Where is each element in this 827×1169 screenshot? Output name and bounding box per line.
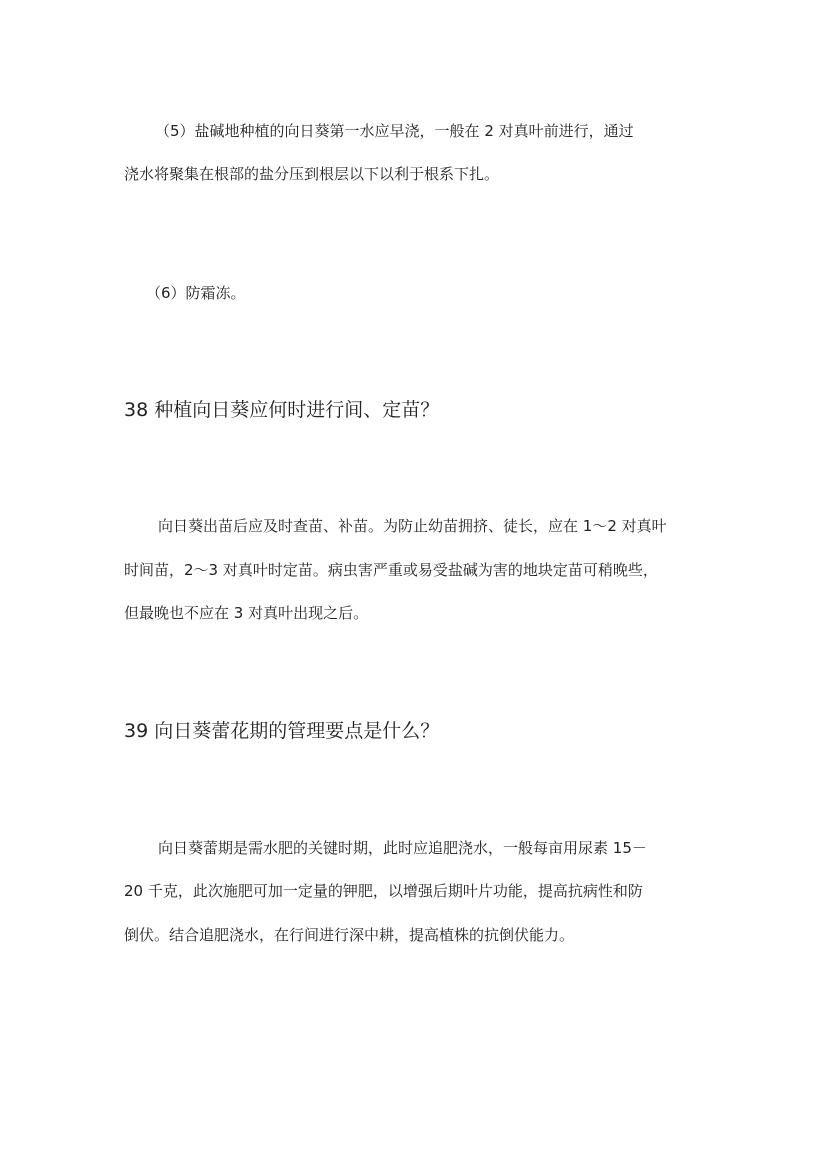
paragraph-6-line-1: （6）防霜冻。 <box>146 284 246 302</box>
question-38-heading: 38 种植向日葵应何时进行间、定苗？ <box>124 399 440 421</box>
question-39-answer-line-2: 20 千克，此次施肥可加一定量的钾肥，以增强后期叶片功能，提高抗病性和防 <box>124 882 643 900</box>
question-39-answer-line-1: 向日葵蕾期是需水肥的关键时期，此时应追肥浇水，一般每亩用尿素 15－ <box>158 839 647 857</box>
question-38-answer-line-3: 但最晚也不应在 3 对真叶出现之后。 <box>124 604 369 622</box>
question-38-answer-line-1: 向日葵出苗后应及时查苗、补苗。为防止幼苗拥挤、徒长，应在 1～2 对真叶 <box>158 517 667 535</box>
question-38-answer-line-2: 时间苗，2～3 对真叶时定苗。病虫害严重或易受盐碱为害的地块定苗可稍晚些， <box>124 561 658 579</box>
question-39-answer-line-3: 倒伏。结合追肥浇水，在行间进行深中耕，提高植株的抗倒伏能力。 <box>124 926 575 944</box>
paragraph-5-line-2: 浇水将聚集在根部的盐分压到根层以下以利于根系下扎。 <box>124 165 500 183</box>
paragraph-5-line-1: （5）盐碱地种植的向日葵第一水应早浇，一般在 2 对真叶前进行，通过 <box>155 122 634 140</box>
question-39-heading: 39 向日葵蕾花期的管理要点是什么？ <box>124 720 440 742</box>
